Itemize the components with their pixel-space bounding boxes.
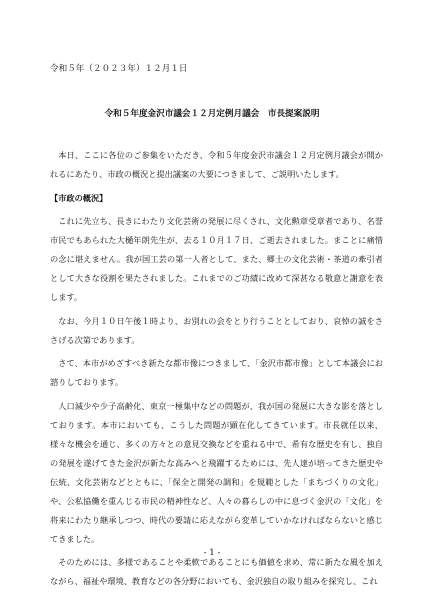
body-paragraph: なお、今月１０日午後１時より、お別れの会をとり行うこととしており、哀悼の誠をささげる次第であります。 (50, 315, 383, 345)
body-paragraph: これに先立ち、長きにわたり文化芸術の発展に尽くされ、文化勲章受章者であり、名誉市民でもあられた大樋年朗先生が、去る１０月１７日、ご逝去されました。まことに痛惜の念に堪えません。我が国工芸の第一人者として、また、郷土の文化芸術・茶道の牽引者として大きな役割を果たされました。これまでのご功績に改めて深甚なる敬意と謝意を表します。 (50, 216, 383, 302)
document-title: 令和５年度金沢市議会１２月定例月議会 市長提案説明 (104, 109, 320, 119)
body-paragraph: さて、本市がめざすべき新たな都市像につきまして、「金沢市都市像」として本議会にお諮りしております。 (50, 358, 383, 387)
document-date: 令和５年（２０２３年）１２月１日 (50, 64, 188, 74)
document-body (50, 146, 383, 596)
section-heading: 【市政の概況】 (50, 192, 108, 203)
intro-paragraph: 本日、ここに各位のご参集をいただき、令和５年度金沢市議会１２月定例月議会が開かれるにあたり、市政の概況と提出議案の大要につきまして、ご説明いたします。 (50, 150, 383, 179)
body-paragraph: そのためには、多様であることや柔軟であることにも価値を求め、常に新たな風を加えながら、福祉や環境、教育などの各分野においても、金沢独自の取り組みを探究し、これ (50, 557, 383, 586)
body-paragraph: 人口減少や少子高齢化、東京一極集中などの問題が、我が国の発展に大きな影を落としております。本市においても、こうした問題が顕在化してきています。市長就任以来、様々な機会を通じ、多くの方々との意見交換などを重ねる中で、希有な歴史を有し、独自の発展を遂げてきた金沢が新たな高みへと飛躍するためには、先人達が培ってきた歴史や伝統、文化芸術などとともに、「保全と開発の調和」を規範とした「まちづくりの文化」や、公私協働を重んじる市民の精神性など、人々の暮らしの中に息づく金沢の「文化」を将来にわたり継承しつつ、時代の要請に応えながら変革していかなければならないと感じてきました。 (50, 400, 383, 544)
page-number: - 1 - (203, 548, 221, 558)
